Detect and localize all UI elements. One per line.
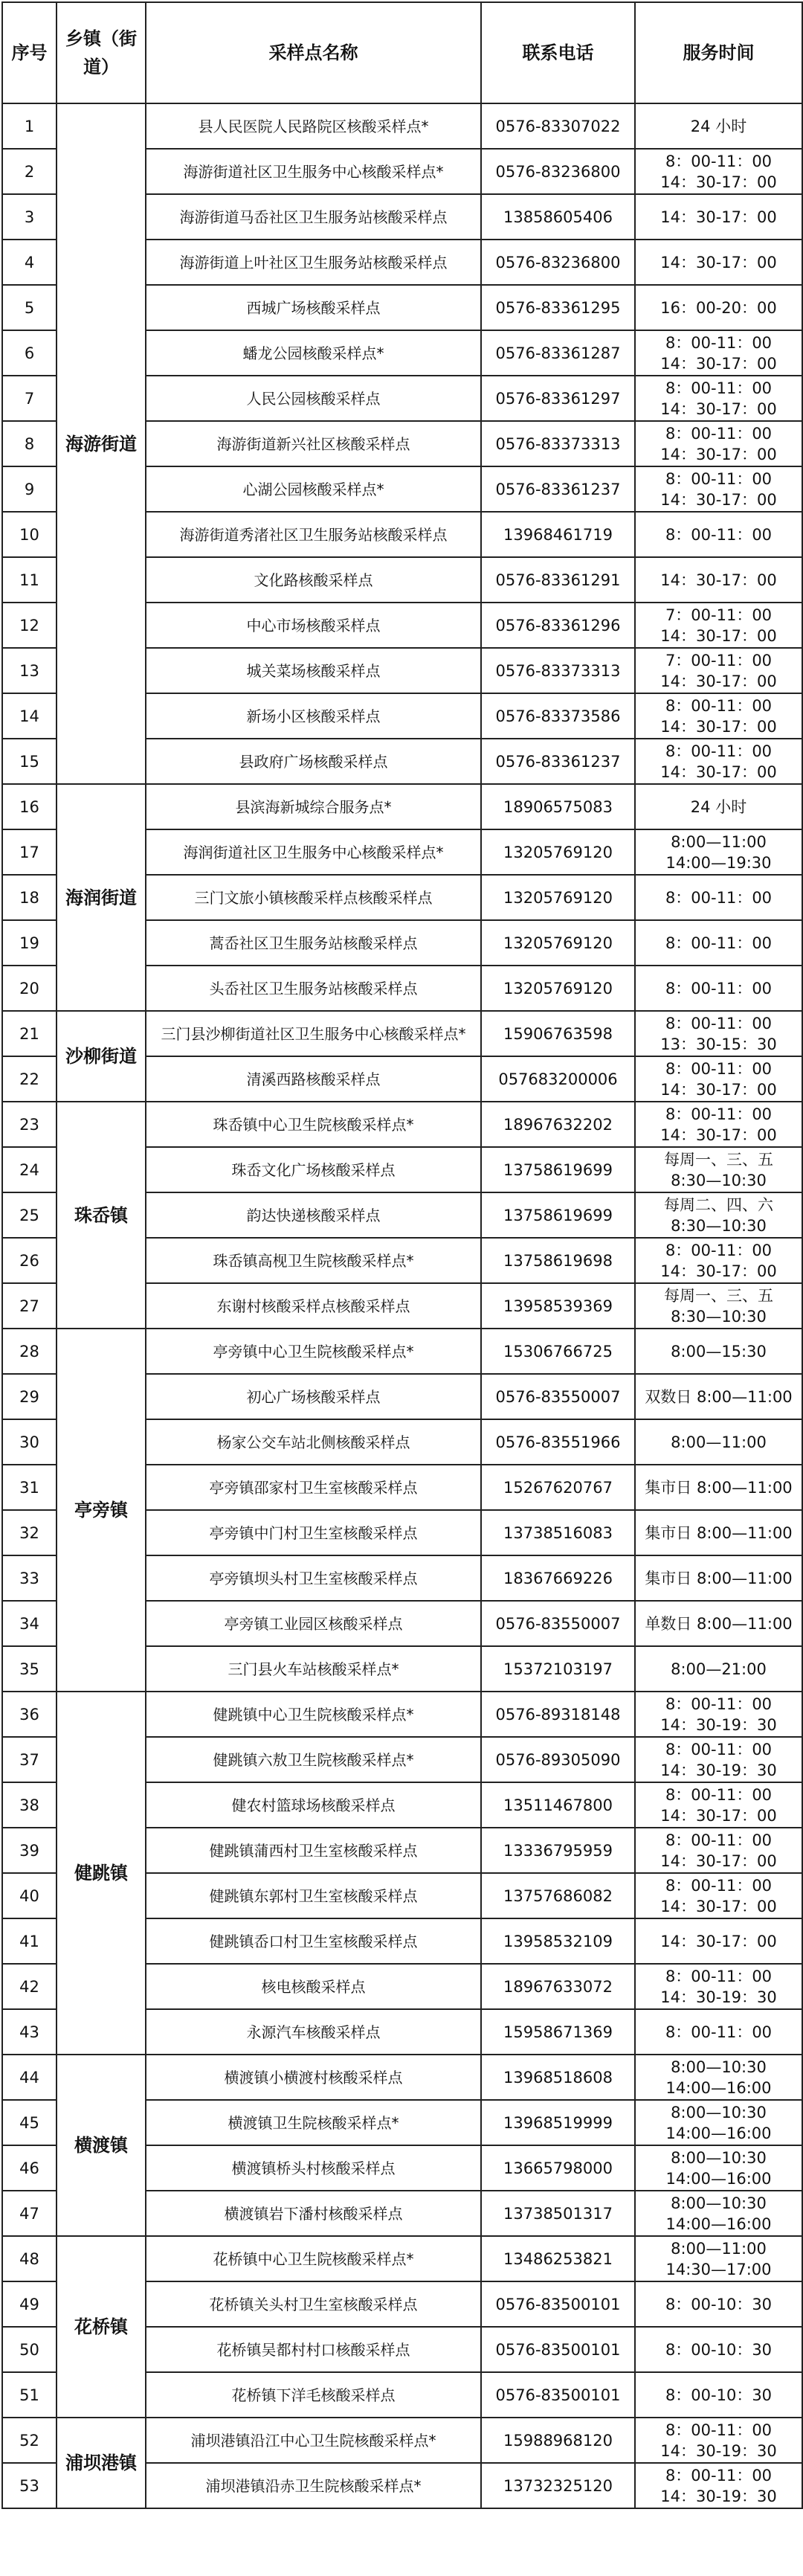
row-number: 5	[2, 285, 57, 330]
service-time: 8:00—10:30 14:00—16:00	[635, 2191, 802, 2236]
contact-phone: 0576-83500101	[481, 2281, 635, 2327]
header-phone: 联系电话	[481, 2, 635, 103]
contact-phone: 0576-83361297	[481, 376, 635, 421]
service-time: 8：00-11：00 14：30-17：00	[635, 1238, 802, 1283]
site-name: 县人民医院人民路院区核酸采样点*	[146, 103, 481, 149]
site-name: 亭旁镇坝头村卫生室核酸采样点	[146, 1555, 481, 1601]
site-name: 花桥镇吴都村村口核酸采样点	[146, 2327, 481, 2372]
site-name: 浦坝港镇沿江中心卫生院核酸采样点*	[146, 2418, 481, 2463]
table-row	[2, 1011, 802, 1056]
site-name: 核电核酸采样点	[146, 1964, 481, 2009]
contact-phone: 0576-83551966	[481, 1419, 635, 1465]
site-name: 花桥镇关头村卫生室核酸采样点	[146, 2281, 481, 2327]
service-time: 24 小时	[635, 103, 802, 149]
site-name: 亭旁镇邵家村卫生室核酸采样点	[146, 1465, 481, 1510]
row-number: 8	[2, 421, 57, 466]
service-time: 8：00-10：30	[635, 2372, 802, 2418]
site-name: 浦坝港镇沿赤卫生院核酸采样点*	[146, 2463, 481, 2508]
contact-phone: 15267620767	[481, 1465, 635, 1510]
contact-phone: 15958671369	[481, 2009, 635, 2055]
contact-phone: 13205769120	[481, 966, 635, 1011]
table-row	[2, 784, 802, 829]
contact-phone: 15988968120	[481, 2418, 635, 2463]
row-number: 35	[2, 1646, 57, 1692]
service-time: 8:00—11:00 14:30—17:00	[635, 2236, 802, 2281]
row-number: 42	[2, 1964, 57, 2009]
service-time: 8：00-11：00 14：30-19：30	[635, 1692, 802, 1737]
service-time: 14：30-17：00	[635, 240, 802, 285]
site-name: 横渡镇卫生院核酸采样点*	[146, 2100, 481, 2145]
site-name: 永源汽车核酸采样点	[146, 2009, 481, 2055]
contact-phone: 13958532109	[481, 1918, 635, 1964]
service-time: 8:00—10:30 14:00—16:00	[635, 2145, 802, 2191]
town-cell: 健跳镇	[57, 1692, 146, 2055]
row-number: 37	[2, 1737, 57, 1782]
contact-phone: 13758619699	[481, 1147, 635, 1192]
row-number: 2	[2, 149, 57, 194]
service-time: 24 小时	[635, 784, 802, 829]
service-time: 集市日 8:00—11:00	[635, 1465, 802, 1510]
row-number: 22	[2, 1056, 57, 1102]
row-number: 40	[2, 1873, 57, 1918]
service-time: 8：00-11：00	[635, 920, 802, 966]
service-time: 8：00-11：00 14：30-17：00	[635, 149, 802, 194]
row-number: 7	[2, 376, 57, 421]
service-time: 每周一、三、五 8:30—10:30	[635, 1283, 802, 1329]
site-name: 韵达快递核酸采样点	[146, 1192, 481, 1238]
header-town: 乡镇（街道）	[57, 2, 146, 103]
table-body	[2, 103, 802, 2508]
contact-phone: 057683200006	[481, 1056, 635, 1102]
row-number: 47	[2, 2191, 57, 2236]
contact-phone: 13205769120	[481, 875, 635, 920]
service-time: 8：00-11：00	[635, 875, 802, 920]
site-name: 城关菜场核酸采样点	[146, 648, 481, 693]
service-time: 8：00-11：00 14：30-17：00	[635, 693, 802, 739]
service-time: 8：00-11：00	[635, 2009, 802, 2055]
row-number: 17	[2, 829, 57, 875]
service-time: 8:00—11:00 14:00—19:30	[635, 829, 802, 875]
row-number: 38	[2, 1782, 57, 1828]
contact-phone: 13665798000	[481, 2145, 635, 2191]
service-time: 8：00-11：00 14：30-17：00	[635, 1056, 802, 1102]
site-name: 珠岙镇高枧卫生院核酸采样点*	[146, 1238, 481, 1283]
header-time: 服务时间	[635, 2, 802, 103]
town-cell: 沙柳街道	[57, 1011, 146, 1102]
contact-phone: 13757686082	[481, 1873, 635, 1918]
town-cell: 海游街道	[57, 103, 146, 784]
site-name: 头岙社区卫生服务站核酸采样点	[146, 966, 481, 1011]
row-number: 14	[2, 693, 57, 739]
service-time: 14：30-17：00	[635, 194, 802, 240]
row-number: 13	[2, 648, 57, 693]
site-name: 海游街道社区卫生服务中心核酸采样点*	[146, 149, 481, 194]
site-name: 心湖公园核酸采样点*	[146, 466, 481, 512]
service-time: 8：00-11：00 14：30-17：00	[635, 1828, 802, 1873]
service-time: 8：00-10：30	[635, 2327, 802, 2372]
header-site: 采样点名称	[146, 2, 481, 103]
site-name: 花桥镇下洋毛核酸采样点	[146, 2372, 481, 2418]
row-number: 53	[2, 2463, 57, 2508]
row-number: 19	[2, 920, 57, 966]
site-name: 珠岙镇中心卫生院核酸采样点*	[146, 1102, 481, 1147]
row-number: 43	[2, 2009, 57, 2055]
row-number: 39	[2, 1828, 57, 1873]
service-time: 14：30-17：00	[635, 1918, 802, 1964]
service-time: 7：00-11：00 14：30-17：00	[635, 648, 802, 693]
service-time: 8:00—15:30	[635, 1329, 802, 1374]
row-number: 4	[2, 240, 57, 285]
row-number: 10	[2, 512, 57, 557]
row-number: 31	[2, 1465, 57, 1510]
contact-phone: 18967633072	[481, 1964, 635, 2009]
service-time: 8：00-11：00 14：30-17：00	[635, 421, 802, 466]
service-time: 8：00-11：00	[635, 512, 802, 557]
contact-phone: 0576-89305090	[481, 1737, 635, 1782]
table-row	[2, 2418, 802, 2463]
row-number: 28	[2, 1329, 57, 1374]
row-number: 32	[2, 1510, 57, 1555]
service-time: 8:00—21:00	[635, 1646, 802, 1692]
contact-phone: 15372103197	[481, 1646, 635, 1692]
contact-phone: 13968519999	[481, 2100, 635, 2145]
site-name: 新场小区核酸采样点	[146, 693, 481, 739]
service-time: 8:00—10:30 14:00—16:00	[635, 2100, 802, 2145]
row-number: 1	[2, 103, 57, 149]
site-name: 三门县沙柳街道社区卫生服务中心核酸采样点*	[146, 1011, 481, 1056]
table-row	[2, 103, 802, 149]
contact-phone: 0576-83550007	[481, 1601, 635, 1646]
site-name: 县滨海新城综合服务点*	[146, 784, 481, 829]
service-time: 8:00—10:30 14:00—16:00	[635, 2055, 802, 2100]
town-cell: 浦坝港镇	[57, 2418, 146, 2508]
row-number: 29	[2, 1374, 57, 1419]
site-name: 杨家公交车站北侧核酸采样点	[146, 1419, 481, 1465]
contact-phone: 0576-83361295	[481, 285, 635, 330]
service-time: 8：00-11：00 14：30-17：00	[635, 376, 802, 421]
site-name: 健跳镇中心卫生院核酸采样点*	[146, 1692, 481, 1737]
contact-phone: 0576-83373586	[481, 693, 635, 739]
sampling-sites-table	[1, 1, 803, 2509]
contact-phone: 13738516083	[481, 1510, 635, 1555]
row-number: 6	[2, 330, 57, 376]
service-time: 8：00-11：00 13：30-15：30	[635, 1011, 802, 1056]
service-time: 每周二、四、六 8:30—10:30	[635, 1192, 802, 1238]
contact-phone: 13958539369	[481, 1283, 635, 1329]
site-name: 海润街道社区卫生服务中心核酸采样点*	[146, 829, 481, 875]
row-number: 27	[2, 1283, 57, 1329]
site-name: 三门县火车站核酸采样点*	[146, 1646, 481, 1692]
site-name: 西城广场核酸采样点	[146, 285, 481, 330]
contact-phone: 0576-83361291	[481, 557, 635, 603]
row-number: 48	[2, 2236, 57, 2281]
row-number: 9	[2, 466, 57, 512]
site-name: 海游街道马岙社区卫生服务站核酸采样点	[146, 194, 481, 240]
site-name: 三门文旅小镇核酸采样点核酸采样点	[146, 875, 481, 920]
row-number: 50	[2, 2327, 57, 2372]
table-row	[2, 2055, 802, 2100]
site-name: 健农村篮球场核酸采样点	[146, 1782, 481, 1828]
row-number: 52	[2, 2418, 57, 2463]
contact-phone: 13511467800	[481, 1782, 635, 1828]
contact-phone: 0576-83373313	[481, 421, 635, 466]
service-time: 8：00-11：00 14：30-17：00	[635, 330, 802, 376]
site-name: 清溪西路核酸采样点	[146, 1056, 481, 1102]
contact-phone: 13205769120	[481, 920, 635, 966]
service-time: 8：00-11：00 14：30-17：00	[635, 1873, 802, 1918]
contact-phone: 0576-83361296	[481, 603, 635, 648]
contact-phone: 0576-83236800	[481, 240, 635, 285]
service-time: 8：00-11：00	[635, 966, 802, 1011]
town-cell: 亭旁镇	[57, 1329, 146, 1692]
site-name: 健跳镇六敖卫生院核酸采样点*	[146, 1737, 481, 1782]
contact-phone: 15306766725	[481, 1329, 635, 1374]
row-number: 36	[2, 1692, 57, 1737]
site-name: 人民公园核酸采样点	[146, 376, 481, 421]
service-time: 集市日 8:00—11:00	[635, 1510, 802, 1555]
contact-phone: 0576-83500101	[481, 2372, 635, 2418]
site-name: 亭旁镇工业园区核酸采样点	[146, 1601, 481, 1646]
row-number: 25	[2, 1192, 57, 1238]
table-header	[2, 2, 802, 103]
contact-phone: 13486253821	[481, 2236, 635, 2281]
contact-phone: 13758619698	[481, 1238, 635, 1283]
service-time: 每周一、三、五 8:30—10:30	[635, 1147, 802, 1192]
contact-phone: 0576-83361237	[481, 739, 635, 784]
site-name: 珠岙文化广场核酸采样点	[146, 1147, 481, 1192]
service-time: 8：00-11：00 14：30-19：30	[635, 1737, 802, 1782]
service-time: 8：00-11：00 14：30-19：30	[635, 1964, 802, 2009]
service-time: 8：00-11：00 14：30-17：00	[635, 739, 802, 784]
site-name: 初心广场核酸采样点	[146, 1374, 481, 1419]
site-name: 东谢村核酸采样点核酸采样点	[146, 1283, 481, 1329]
contact-phone: 13732325120	[481, 2463, 635, 2508]
row-number: 18	[2, 875, 57, 920]
service-time: 8：00-11：00 14：30-17：00	[635, 466, 802, 512]
site-name: 中心市场核酸采样点	[146, 603, 481, 648]
contact-phone: 13968461719	[481, 512, 635, 557]
table-row	[2, 1692, 802, 1737]
service-time: 8：00-10：30	[635, 2281, 802, 2327]
table-row	[2, 2236, 802, 2281]
table-row	[2, 1102, 802, 1147]
contact-phone: 13205769120	[481, 829, 635, 875]
row-number: 24	[2, 1147, 57, 1192]
site-name: 文化路核酸采样点	[146, 557, 481, 603]
site-name: 花桥镇中心卫生院核酸采样点*	[146, 2236, 481, 2281]
row-number: 34	[2, 1601, 57, 1646]
service-time: 8：00-11：00 14：30-19：30	[635, 2463, 802, 2508]
site-name: 横渡镇岩下潘村核酸采样点	[146, 2191, 481, 2236]
row-number: 23	[2, 1102, 57, 1147]
row-number: 11	[2, 557, 57, 603]
service-time: 双数日 8:00—11:00	[635, 1374, 802, 1419]
row-number: 16	[2, 784, 57, 829]
site-name: 县政府广场核酸采样点	[146, 739, 481, 784]
service-time: 8：00-11：00 14：30-17：00	[635, 1782, 802, 1828]
service-time: 集市日 8:00—11:00	[635, 1555, 802, 1601]
contact-phone: 0576-83550007	[481, 1374, 635, 1419]
row-number: 21	[2, 1011, 57, 1056]
contact-phone: 15906763598	[481, 1011, 635, 1056]
service-time: 单数日 8:00—11:00	[635, 1601, 802, 1646]
site-name: 海游街道上叶社区卫生服务站核酸采样点	[146, 240, 481, 285]
contact-phone: 13968518608	[481, 2055, 635, 2100]
header-no: 序号	[2, 2, 57, 103]
row-number: 12	[2, 603, 57, 648]
table-row	[2, 1329, 802, 1374]
service-time: 7：00-11：00 14：30-17：00	[635, 603, 802, 648]
town-cell: 珠岙镇	[57, 1102, 146, 1329]
contact-phone: 13336795959	[481, 1828, 635, 1873]
town-cell: 海润街道	[57, 784, 146, 1011]
row-number: 51	[2, 2372, 57, 2418]
site-name: 亭旁镇中心卫生院核酸采样点*	[146, 1329, 481, 1374]
header-row	[2, 2, 802, 103]
row-number: 20	[2, 966, 57, 1011]
contact-phone: 13858605406	[481, 194, 635, 240]
row-number: 45	[2, 2100, 57, 2145]
contact-phone: 0576-83373313	[481, 648, 635, 693]
service-time: 8：00-11：00 14：30-17：00	[635, 1102, 802, 1147]
row-number: 26	[2, 1238, 57, 1283]
site-name: 亭旁镇中门村卫生室核酸采样点	[146, 1510, 481, 1555]
row-number: 33	[2, 1555, 57, 1601]
service-time: 8:00—11:00	[635, 1419, 802, 1465]
contact-phone: 13758619699	[481, 1192, 635, 1238]
contact-phone: 0576-83500101	[481, 2327, 635, 2372]
row-number: 44	[2, 2055, 57, 2100]
site-name: 蟠龙公园核酸采样点*	[146, 330, 481, 376]
row-number: 46	[2, 2145, 57, 2191]
service-time: 14：30-17：00	[635, 557, 802, 603]
site-name: 海游街道秀渚社区卫生服务站核酸采样点	[146, 512, 481, 557]
contact-phone: 0576-83361287	[481, 330, 635, 376]
service-time: 16：00-20：00	[635, 285, 802, 330]
row-number: 41	[2, 1918, 57, 1964]
contact-phone: 18967632202	[481, 1102, 635, 1147]
site-name: 健跳镇东郭村卫生室核酸采样点	[146, 1873, 481, 1918]
site-name: 蒿岙社区卫生服务站核酸采样点	[146, 920, 481, 966]
site-name: 横渡镇桥头村核酸采样点	[146, 2145, 481, 2191]
town-cell: 花桥镇	[57, 2236, 146, 2418]
site-name: 横渡镇小横渡村核酸采样点	[146, 2055, 481, 2100]
row-number: 3	[2, 194, 57, 240]
contact-phone: 0576-89318148	[481, 1692, 635, 1737]
row-number: 49	[2, 2281, 57, 2327]
site-name: 健跳镇岙口村卫生室核酸采样点	[146, 1918, 481, 1964]
service-time: 8：00-11：00 14：30-19：30	[635, 2418, 802, 2463]
contact-phone: 13738501317	[481, 2191, 635, 2236]
contact-phone: 0576-83236800	[481, 149, 635, 194]
contact-phone: 18367669226	[481, 1555, 635, 1601]
contact-phone: 18906575083	[481, 784, 635, 829]
row-number: 15	[2, 739, 57, 784]
row-number: 30	[2, 1419, 57, 1465]
contact-phone: 0576-83361237	[481, 466, 635, 512]
contact-phone: 0576-83307022	[481, 103, 635, 149]
town-cell: 横渡镇	[57, 2055, 146, 2236]
site-name: 海游街道新兴社区核酸采样点	[146, 421, 481, 466]
site-name: 健跳镇蒲西村卫生室核酸采样点	[146, 1828, 481, 1873]
